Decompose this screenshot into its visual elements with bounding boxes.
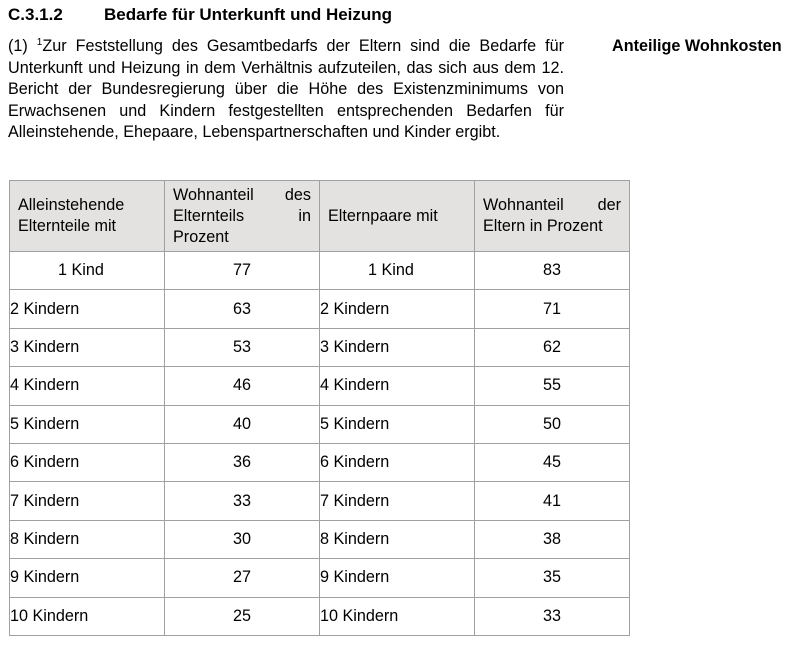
couple-share-cell: 45 bbox=[475, 443, 630, 481]
couple-share-cell: 33 bbox=[475, 597, 630, 635]
header-single-share: Wohnanteil des Elternteils in Prozent bbox=[165, 181, 320, 252]
couple-children-cell: 2 Kindern bbox=[320, 290, 475, 328]
header-couple-share: Wohnanteil der Eltern in Prozent bbox=[475, 181, 630, 252]
table-row bbox=[10, 597, 630, 635]
table-header-row bbox=[10, 181, 630, 252]
couple-children-cell: 6 Kindern bbox=[320, 443, 475, 481]
single-parent-share-cell: 63 bbox=[165, 290, 320, 328]
couple-children-cell: 4 Kindern bbox=[320, 367, 475, 405]
couple-share-cell: 50 bbox=[475, 405, 630, 443]
table-row bbox=[10, 405, 630, 443]
couple-children-cell: 5 Kindern bbox=[320, 405, 475, 443]
couple-share-cell: 55 bbox=[475, 367, 630, 405]
couple-children-cell: 1 Kind bbox=[320, 252, 475, 290]
header-couples: Elternpaare mit bbox=[320, 181, 475, 252]
single-parent-share-cell: 53 bbox=[165, 328, 320, 366]
single-parent-children-cell: 8 Kindern bbox=[10, 520, 165, 558]
single-parent-children-cell: 7 Kindern bbox=[10, 482, 165, 520]
single-parent-children-cell: 4 Kindern bbox=[10, 367, 165, 405]
couple-children-cell: 8 Kindern bbox=[320, 520, 475, 558]
table-row bbox=[10, 559, 630, 597]
single-parent-children-cell: 10 Kindern bbox=[10, 597, 165, 635]
couple-children-cell: 10 Kindern bbox=[320, 597, 475, 635]
couple-share-cell: 71 bbox=[475, 290, 630, 328]
table-row bbox=[10, 252, 630, 290]
couple-share-cell: 35 bbox=[475, 559, 630, 597]
single-parent-children-cell: 9 Kindern bbox=[10, 559, 165, 597]
single-parent-share-cell: 25 bbox=[165, 597, 320, 635]
paragraph-number: (1) bbox=[8, 37, 37, 55]
couple-share-cell: 62 bbox=[475, 328, 630, 366]
section-number: C.3.1.2 bbox=[8, 5, 63, 24]
table-row bbox=[10, 328, 630, 366]
housing-share-table bbox=[9, 180, 630, 636]
table-row bbox=[10, 290, 630, 328]
single-parent-children-cell: 2 Kindern bbox=[10, 290, 165, 328]
sentence-number: 1 bbox=[36, 37, 43, 48]
couple-share-cell: 38 bbox=[475, 520, 630, 558]
single-parent-share-cell: 36 bbox=[165, 443, 320, 481]
body-paragraph bbox=[8, 36, 564, 144]
single-parent-share-cell: 46 bbox=[165, 367, 320, 405]
couple-share-cell: 41 bbox=[475, 482, 630, 520]
table-row bbox=[10, 443, 630, 481]
single-parent-children-cell: 1 Kind bbox=[10, 252, 165, 290]
single-parent-children-cell: 6 Kindern bbox=[10, 443, 165, 481]
paragraph-text: Zur Feststellung des Gesamtbedarfs der Eltern sind die Bedarfe für Unterkunft und Heizung in dem Verhältnis aufzuteilen, das sich aus dem 12. Bericht der Bundesregierung über die Höhe des Existenzminimums von Erwachsenen und Kindern festgestellten entsprechenden Bedarfen für Alleinstehende, Ehepaare, Lebenspartnerschaften und Kinder ergibt. bbox=[8, 37, 564, 141]
header-single-parents: Alleinstehende Elternteile mit bbox=[10, 181, 165, 252]
table-row bbox=[10, 482, 630, 520]
couple-children-cell: 9 Kindern bbox=[320, 559, 475, 597]
section-heading bbox=[8, 5, 392, 25]
table-row bbox=[10, 520, 630, 558]
couple-children-cell: 7 Kindern bbox=[320, 482, 475, 520]
single-parent-share-cell: 40 bbox=[165, 405, 320, 443]
single-parent-share-cell: 27 bbox=[165, 559, 320, 597]
single-parent-share-cell: 77 bbox=[165, 252, 320, 290]
table-row bbox=[10, 367, 630, 405]
margin-note: Anteilige Wohnkosten bbox=[612, 37, 782, 55]
couple-share-cell: 83 bbox=[475, 252, 630, 290]
single-parent-children-cell: 3 Kindern bbox=[10, 328, 165, 366]
single-parent-share-cell: 30 bbox=[165, 520, 320, 558]
single-parent-children-cell: 5 Kindern bbox=[10, 405, 165, 443]
section-title: Bedarfe für Unterkunft und Heizung bbox=[104, 5, 393, 24]
single-parent-share-cell: 33 bbox=[165, 482, 320, 520]
couple-children-cell: 3 Kindern bbox=[320, 328, 475, 366]
